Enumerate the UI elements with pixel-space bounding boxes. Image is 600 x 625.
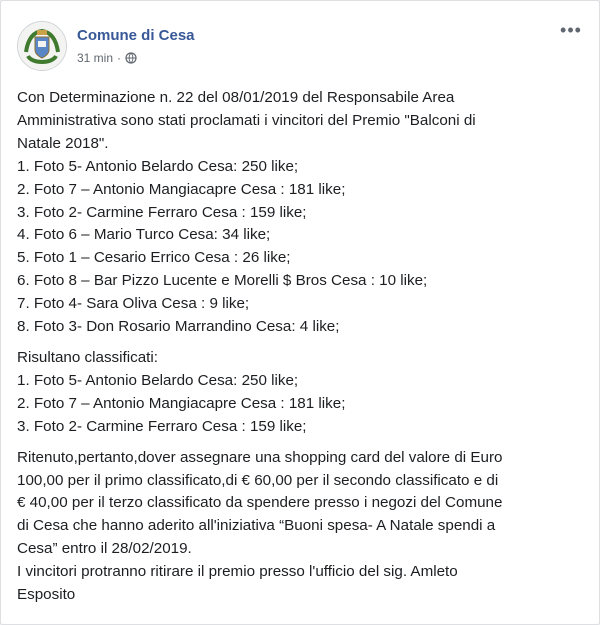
more-options-icon[interactable]: ••• xyxy=(560,20,582,40)
closing-line: di Cesa che hanno aderito all'iniziativa “Buoni spesa- A Natale spendi a xyxy=(17,517,496,535)
classified-item: 3. Foto 2- Carmine Ferraro Cesa : 159 like; xyxy=(17,417,307,435)
closing-line: Esposito xyxy=(17,586,76,604)
ranking-item: 7. Foto 4- Sara Oliva Cesa : 9 like; xyxy=(17,295,250,313)
closing-paragraph xyxy=(17,447,587,607)
ranking-item: 4. Foto 6 – Mario Turco Cesa: 34 like; xyxy=(17,226,271,244)
classified-title: Risultano classificati: xyxy=(17,348,158,366)
post-header xyxy=(17,21,583,77)
meta-separator: · xyxy=(117,51,122,65)
closing-line: Ritenuto,pertanto,dover assegnare una shopping card del valore di Euro xyxy=(17,448,503,466)
intro-line: Amministrativa sono stati proclamati i vincitori del Premio "Balconi di xyxy=(17,111,476,129)
ranking-item: 5. Foto 1 – Cesario Errico Cesa : 26 like; xyxy=(17,249,291,267)
ranking-item: 1. Foto 5- Antonio Belardo Cesa: 250 like; xyxy=(17,157,299,175)
page-name-link[interactable]: Comune di Cesa xyxy=(77,27,195,44)
intro-line: Natale 2018". xyxy=(17,134,109,152)
classified-item: 1. Foto 5- Antonio Belardo Cesa: 250 like; xyxy=(17,371,299,389)
closing-line: Cesa” entro il 28/02/2019. xyxy=(17,540,192,558)
classified-paragraph xyxy=(17,347,587,439)
closing-line: 100,00 per il primo classificato,di € 60,00 per il secondo classificato e di xyxy=(17,471,499,489)
ranking-item: 3. Foto 2- Carmine Ferraro Cesa : 159 like; xyxy=(17,203,307,221)
post-meta xyxy=(77,51,137,65)
closing-line: € 40,00 per il terzo classificato da spendere presso i negozi del Comune xyxy=(17,494,503,512)
ranking-item: 2. Foto 7 – Antonio Mangiacapre Cesa : 181 like; xyxy=(17,180,346,198)
post-time[interactable]: 31 min xyxy=(77,51,114,65)
intro-line: Con Determinazione n. 22 del 08/01/2019 del Responsabile Area xyxy=(17,89,455,106)
ranking-item: 6. Foto 8 – Bar Pizzo Lucente e Morelli $ Bros Cesa : 10 like; xyxy=(17,272,428,290)
ranking-item: 8. Foto 3- Don Rosario Marrandino Cesa: 4 like; xyxy=(17,318,340,336)
comune-crest-icon[interactable] xyxy=(17,21,67,71)
intro-paragraph xyxy=(17,87,587,339)
classified-item: 2. Foto 7 – Antonio Mangiacapre Cesa : 181 like; xyxy=(17,394,346,412)
closing-line: I vincitori protranno ritirare il premio presso l'ufficio del sig. Amleto xyxy=(17,563,458,581)
globe-icon[interactable] xyxy=(125,52,137,64)
post-body xyxy=(17,87,587,615)
